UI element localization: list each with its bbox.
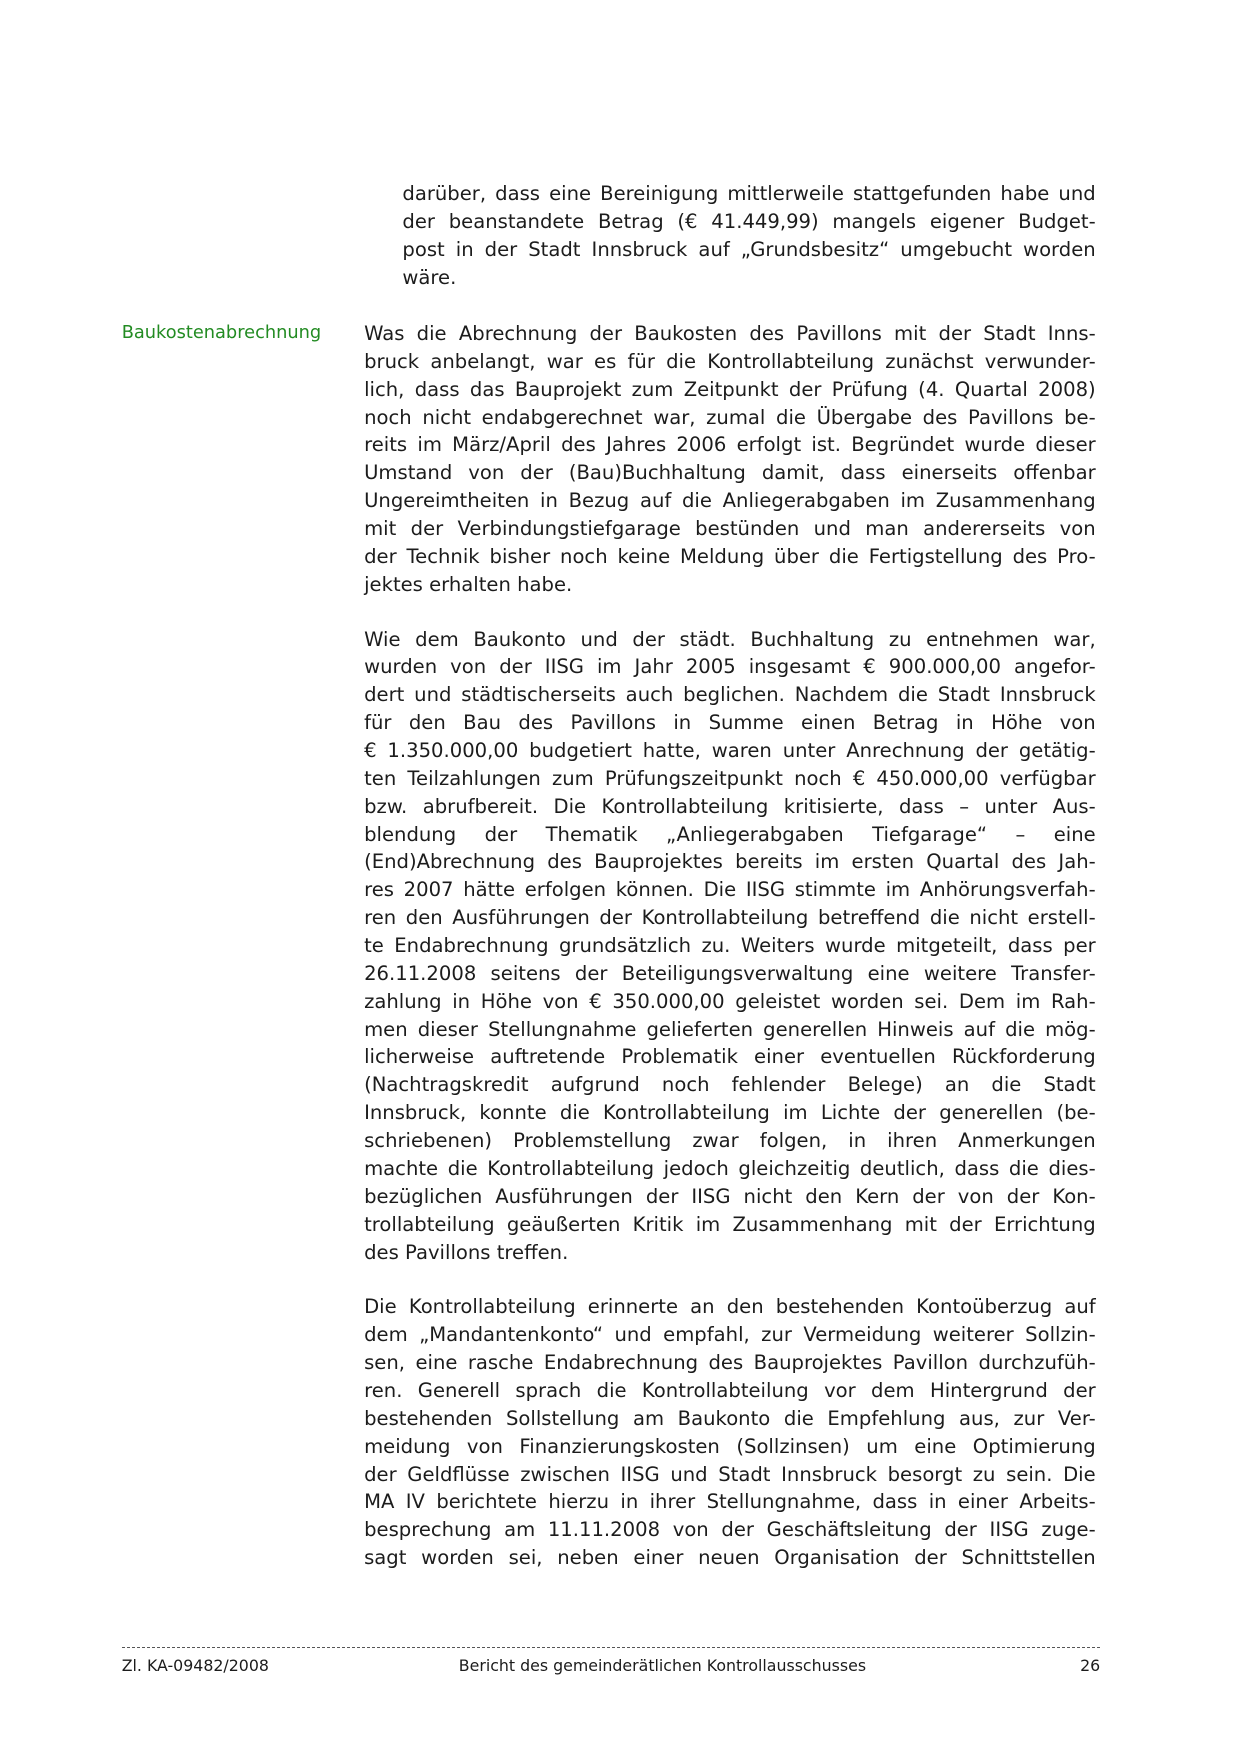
text-line: 26.11.2008 seitens der Beteiligungsverwaltung eine weitere Transfer-	[364, 961, 1096, 985]
text-line: besprechung am 11.11.2008 von der Geschäftsleitung der IISG zuge-	[364, 1518, 1096, 1542]
text-line: res 2007 hätte erfolgen können. Die IISG stimmte im Anhörungsverfah-	[364, 878, 1096, 902]
text-line: zahlung in Höhe von € 350.000,00 geleistet worden sei. Dem im Rah-	[364, 989, 1096, 1013]
text-line: noch nicht endabgerechnet war, zumal die Übergabe des Pavillons be-	[364, 405, 1096, 429]
text-line: Was die Abrechnung der Baukosten des Pavillons mit der Stadt Inns-	[364, 322, 1096, 345]
section-body	[364, 320, 1096, 1599]
text-line: wurden von der IISG im Jahr 2005 insgesamt € 900.000,00 angefor-	[364, 655, 1096, 679]
text-line: te Endabrechnung grundsätzlich zu. Weiters wurde mitgeteilt, dass per	[364, 934, 1096, 958]
text-line: lich, dass das Bauprojekt zum Zeitpunkt der Prüfung (4. Quartal 2008)	[364, 377, 1096, 401]
text-line: sen, eine rasche Endabrechnung des Bauprojektes Pavillon durchzufüh-	[364, 1351, 1096, 1375]
text-line: bzw. abrufbereit. Die Kontrollabteilung kritisierte, dass – unter Aus-	[364, 794, 1096, 818]
text-line: der Technik bisher noch keine Meldung über die Fertigstellung des Pro-	[364, 544, 1096, 568]
footer-divider	[122, 1647, 1101, 1648]
text-line: dem „Mandantenkonto“ und empfahl, zur Vermeidung weiterer Sollzin-	[364, 1323, 1096, 1347]
continuation-paragraph	[402, 180, 1095, 291]
page-number: 26	[1080, 1656, 1101, 1675]
text-line: der Geldflüsse zwischen IISG und Stadt Innsbruck besorgt zu sein. Die	[364, 1462, 1096, 1486]
text-line: bestehenden Sollstellung am Baukonto die Empfehlung aus, zur Ver-	[364, 1406, 1096, 1430]
text-line: meidung von Finanzierungskosten (Sollzinsen) um eine Optimierung	[364, 1434, 1096, 1458]
text-line: licherweise auftretende Problematik einer eventuellen Rückforderung	[364, 1045, 1096, 1069]
paragraph	[364, 1293, 1096, 1572]
paragraph	[364, 626, 1096, 1267]
text-line: Wie dem Baukonto und der städt. Buchhaltung zu entnehmen war,	[364, 627, 1096, 651]
text-line: men dieser Stellungnahme gelieferten generellen Hinweis auf die mög-	[364, 1017, 1096, 1041]
text-line: post in der Stadt Innsbruck auf „Grundsbesitz“ umgebucht worden	[402, 237, 1096, 261]
text-line: des Pavillons treffen.	[364, 1240, 569, 1264]
text-line: blendung der Thematik „Anliegerabgaben Tiefgarage“ – eine	[364, 822, 1096, 846]
text-line: Innsbruck, konnte die Kontrollabteilung im Lichte der generellen (be-	[364, 1101, 1096, 1125]
text-line: schriebenen) Problemstellung zwar folgen, in ihren Anmerkungen	[364, 1129, 1096, 1153]
text-line: Ungereimtheiten in Bezug auf die Anliegerabgaben im Zusammenhang	[364, 489, 1096, 513]
text-line: wäre.	[402, 265, 457, 289]
text-line: dert und städtischerseits auch beglichen. Nachdem die Stadt Innsbruck	[364, 683, 1096, 707]
text-line: ren den Ausführungen der Kontrollabteilung betreffend die nicht erstell-	[364, 906, 1096, 930]
footer-title: Bericht des gemeinderätlichen Kontrollausschusses	[458, 1656, 867, 1675]
section-label: Baukostenabrechnung	[121, 322, 322, 343]
text-line: für den Bau des Pavillons in Summe einen Betrag in Höhe von	[364, 711, 1096, 735]
text-line: ren. Generell sprach die Kontrollabteilung vor dem Hintergrund der	[364, 1378, 1096, 1402]
text-line: sagt worden sei, neben einer neuen Organisation der Schnittstellen	[364, 1546, 1096, 1570]
footer-reference: Zl. KA-09482/2008	[121, 1656, 269, 1675]
paragraph	[364, 320, 1096, 599]
text-line: bezüglichen Ausführungen der IISG nicht den Kern der von der Kon-	[364, 1184, 1096, 1208]
text-line: € 1.350.000,00 budgetiert hatte, waren unter Anrechnung der getätig-	[364, 739, 1096, 763]
text-line: mit der Verbindungstiefgarage bestünden und man andererseits von	[364, 517, 1096, 541]
text-line: ten Teilzahlungen zum Prüfungszeitpunkt noch € 450.000,00 verfügbar	[364, 766, 1096, 790]
text-line: darüber, dass eine Bereinigung mittlerweile stattgefunden habe und	[402, 182, 1096, 205]
text-line: der beanstandete Betrag (€ 41.449,99) mangels eigener Budget-	[402, 209, 1096, 233]
text-line: jektes erhalten habe.	[364, 572, 573, 596]
text-line: Die Kontrollabteilung erinnerte an den bestehenden Kontoüberzug auf	[364, 1295, 1096, 1319]
text-line: Umstand von der (Bau)Buchhaltung damit, dass einerseits offenbar	[364, 461, 1096, 485]
text-line: reits im März/April des Jahres 2006 erfolgt ist. Begründet wurde dieser	[364, 433, 1096, 457]
text-line: trollabteilung geäußerten Kritik im Zusammenhang mit der Errichtung	[364, 1212, 1096, 1236]
text-line: (Nachtragskredit aufgrund noch fehlender Belege) an die Stadt	[364, 1073, 1096, 1097]
text-line: machte die Kontrollabteilung jedoch gleichzeitig deutlich, dass die dies-	[364, 1156, 1096, 1180]
text-line: MA IV berichtete hierzu in ihrer Stellungnahme, dass in einer Arbeits-	[364, 1490, 1096, 1514]
text-line: (End)Abrechnung des Bauprojektes bereits im ersten Quartal des Jah-	[364, 850, 1096, 874]
text-line: bruck anbelangt, war es für die Kontrollabteilung zunächst verwunder-	[364, 349, 1096, 373]
